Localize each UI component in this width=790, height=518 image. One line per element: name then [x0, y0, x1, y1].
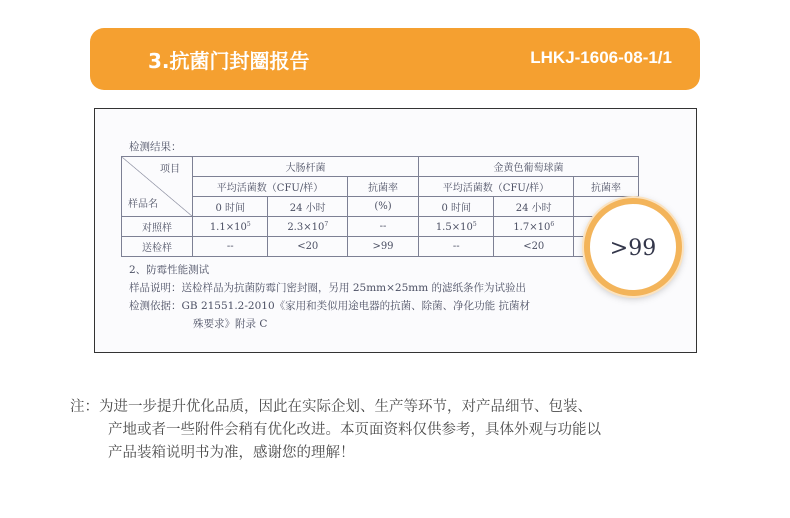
results-table — [121, 156, 639, 257]
note-line-1: 注：为进一步提升优化品质，因此在实际企划、生产等环节，对产品细节、包装、 — [70, 399, 592, 415]
saureus-hour0-header: 0 时间 — [419, 197, 494, 217]
cell-value: >99 — [348, 237, 419, 257]
saureus-header: 金黄色葡萄球菌 — [419, 157, 639, 177]
test-basis-line-2: 殊要求》附录 C — [193, 318, 268, 330]
cell-value: <20 — [268, 237, 348, 257]
disclaimer-note — [70, 396, 601, 465]
cell-value: -- — [419, 237, 494, 257]
sample-description: 样品说明：送检样品为抗菌防霉门密封圈，另用 25mm×25mm 的滤纸条作为试验出 — [129, 282, 527, 294]
test-basis-line-1: 检测依据：GB 21551.2-2010《家用和类似用途电器的抗菌、除菌、净化功能 抗菌材 — [129, 300, 530, 312]
cell-value: -- — [193, 237, 268, 257]
ecoli-hour24-header: 24 小时 — [268, 197, 348, 217]
results-heading: 检测结果： — [129, 141, 182, 153]
cell-value: $1.7\times 10^6$ — [494, 217, 574, 237]
magnified-rate-value: >99 — [609, 236, 657, 261]
banner-title: 3.抗菌门封圈报告 — [148, 49, 310, 73]
col-item-label: 项目 — [160, 164, 180, 175]
note-line-3: 产品装箱说明书为准，感谢您的理解！ — [108, 445, 355, 461]
cell-value: $1.5\times 10^5$ — [419, 217, 494, 237]
table-row — [122, 217, 639, 237]
ecoli-header: 大肠杆菌 — [193, 157, 419, 177]
report-banner — [90, 28, 700, 90]
note-line-2: 产地或者一些附件会稍有优化改进。本页面资料仅供参考，具体外观与功能以 — [108, 422, 601, 438]
cell-value: -- — [348, 217, 419, 237]
section-2-heading: 2、防霉性能测试 — [129, 264, 210, 276]
col-sample-label: 样品名 — [128, 199, 158, 210]
magnifier-callout — [584, 198, 682, 296]
cell-value: <20 — [494, 237, 574, 257]
table-row — [122, 237, 639, 257]
cell-value: $1.1\times 10^5$ — [193, 217, 268, 237]
ecoli-rate-unit: (%) — [348, 197, 419, 217]
ecoli-hour0-header: 0 时间 — [193, 197, 268, 217]
ecoli-avg-header: 平均活菌数（CFU/样） — [193, 177, 348, 197]
table-corner-cell — [122, 157, 193, 217]
saureus-hour24-header: 24 小时 — [494, 197, 574, 217]
cell-value: $2.3\times 10^7$ — [268, 217, 348, 237]
saureus-rate-header: 抗菌率 — [574, 177, 639, 197]
report-code: LHKJ-1606-08-1/1 — [530, 48, 672, 67]
ecoli-rate-header: 抗菌率 — [348, 177, 419, 197]
saureus-avg-header: 平均活菌数（CFU/样） — [419, 177, 574, 197]
row-name: 送检样 — [122, 237, 193, 257]
row-name: 对照样 — [122, 217, 193, 237]
